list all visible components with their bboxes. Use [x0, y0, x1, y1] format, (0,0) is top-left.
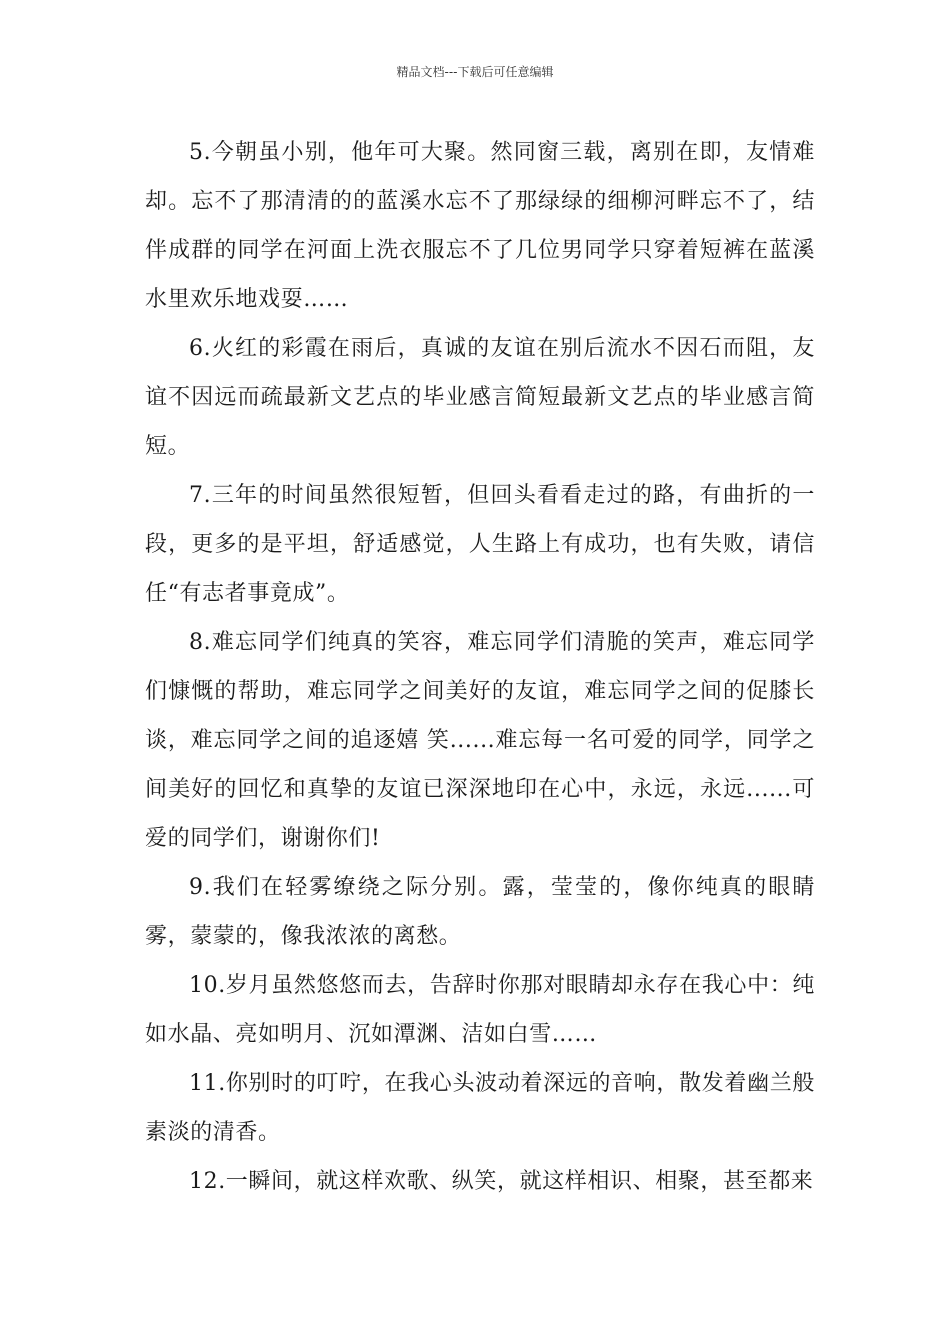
document-body	[145, 128, 815, 1206]
paragraph-5: 5.今朝虽小别，他年可大聚。然同窗三载，离别在即，友情难却。忘不了那清清的的蓝溪水忘不了那绿绿的细柳河畔忘不了，结伴成群的同学在河面上洗衣服忘不了几位男同学只穿着短裤在蓝溪水里欢乐地戏耍……	[145, 140, 815, 312]
paragraph-8: 8.难忘同学们纯真的笑容，难忘同学们清脆的笑声，难忘同学们慷慨的帮助，难忘同学之间美好的友谊，难忘同学之间的促膝长谈，难忘同学之间的追逐嬉 笑......难忘每一名可爱的同学，同学之间美好的回忆和真挚的友谊已深深地印在心中，永远，永远......可爱的同学们，谢谢你们!	[145, 630, 815, 851]
paragraph-6: 6.火红的彩霞在雨后，真诚的友谊在别后流水不因石而阻，友谊不因远而疏最新文艺点的毕业感言简短最新文艺点的毕业感言简短。	[145, 336, 815, 459]
paragraph-11: 11.你别时的叮咛，在我心头波动着深远的音响，散发着幽兰般素淡的清香。	[145, 1071, 815, 1145]
paragraph-10: 10.岁月虽然悠悠而去，告辞时你那对眼睛却永存在我心中：纯如水晶、亮如明月、沉如潭渊、洁如白雪……	[145, 973, 815, 1047]
paragraph-7: 7.三年的时间虽然很短暂，但回头看看走过的路，有曲折的一段，更多的是平坦，舒适感觉，人生路上有成功，也有失败，请信任“有志者事竟成”。	[145, 483, 815, 606]
paragraph-12: 12.一瞬间，就这样欢歌、纵笑，就这样相识、相聚，甚至都来	[189, 1169, 814, 1194]
page-header: 精品文档---下载后可任意编辑	[396, 65, 554, 79]
paragraph-9: 9.我们在轻雾缭绕之际分别。露，莹莹的，像你纯真的眼睛雾，蒙蒙的，像我浓浓的离愁。	[145, 875, 815, 949]
